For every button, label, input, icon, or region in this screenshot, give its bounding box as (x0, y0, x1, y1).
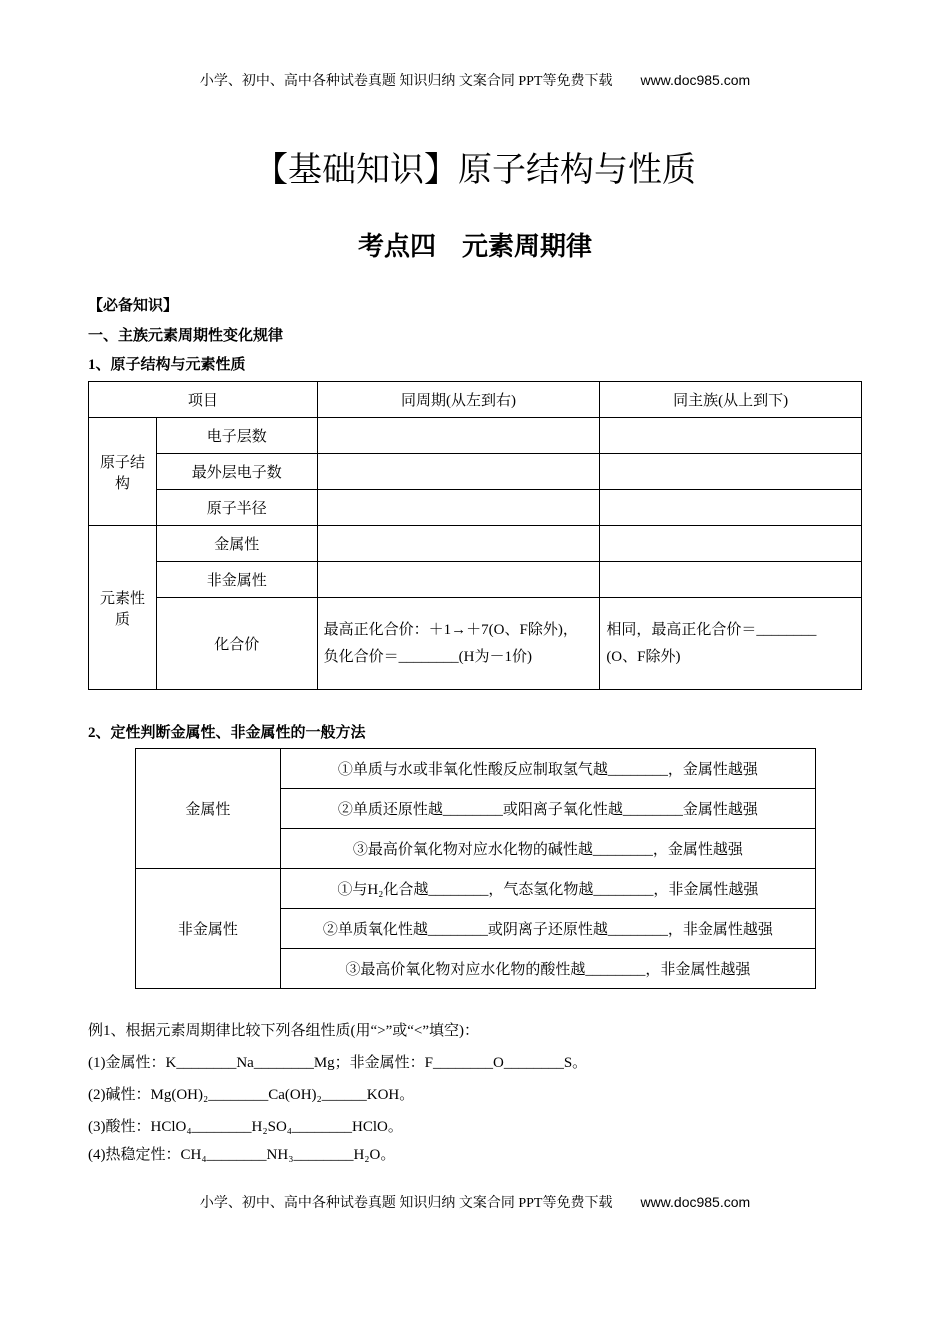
valence-period-cell (317, 598, 600, 690)
header-link[interactable]: www.doc985.com (640, 72, 751, 88)
header-group: 同主族(从上到下) (600, 382, 862, 418)
row-group-structure: 原子结构 (89, 418, 157, 526)
valence-text: 相同，最高正化合价＝________ (606, 621, 817, 638)
footer-text: 小学、初中、高中各种试卷真题 知识归纳 文案合同 PPT等免费下载 (199, 1196, 613, 1211)
method-row: ③最高价氧化物对应水化物的碱性越________，金属性越强 (280, 829, 815, 869)
document-title: 【基础知识】原子结构与性质 (254, 152, 696, 189)
metal-label: 金属性 (136, 749, 281, 869)
answer-cell[interactable] (600, 490, 862, 526)
page-header (0, 70, 950, 90)
section-required: 【必备知识】 (88, 298, 179, 314)
atomic-structure-table (88, 381, 862, 690)
answer-cell[interactable] (317, 562, 600, 598)
example-line: (3)酸性：HClO₄________H₂SO₄________HClO。 (88, 1119, 403, 1135)
section-one-1: 1、原子结构与元素性质 (88, 357, 246, 373)
valence-text: 最高正化合价：＋1→＋7(O、F除外)， (323, 621, 578, 638)
section-two: 2、定性判断金属性、非金属性的一般方法 (88, 725, 366, 741)
answer-cell[interactable] (600, 418, 862, 454)
answer-cell[interactable] (317, 454, 600, 490)
page-footer (0, 1192, 950, 1212)
row-label: 非金属性 (156, 562, 317, 598)
method-row: ②单质氧化性越________或阴离子还原性越________，非金属性越强 (280, 909, 815, 949)
row-label: 金属性 (156, 526, 317, 562)
row-label: 最外层电子数 (156, 454, 317, 490)
judgement-methods-table (135, 748, 816, 989)
answer-cell[interactable] (600, 454, 862, 490)
document-subtitle: 考点四 元素周期律 (357, 232, 592, 261)
answer-cell[interactable] (600, 526, 862, 562)
row-group-properties: 元素性质 (89, 526, 157, 690)
valence-group-cell (600, 598, 862, 690)
header-text: 小学、初中、高中各种试卷真题 知识归纳 文案合同 PPT等免费下载 (199, 74, 613, 89)
answer-cell[interactable] (317, 418, 600, 454)
method-row: ①与H₂化合越________，气态氢化物越________，非金属性越强 (280, 869, 815, 909)
method-row: ①单质与水或非氧化性酸反应制取氢气越________，金属性越强 (280, 749, 815, 789)
nonmetal-label: 非金属性 (136, 869, 281, 989)
example-line: (2)碱性：Mg(OH)₂________Ca(OH)₂______KOH。 (88, 1087, 415, 1103)
answer-cell[interactable] (317, 490, 600, 526)
example-line: (1)金属性：K________Na________Mg；非金属性：F________O________S。 (88, 1055, 588, 1071)
footer-link[interactable]: www.doc985.com (640, 1194, 751, 1210)
valence-text: 负化合价＝________(H为－1价) (323, 648, 532, 665)
answer-cell[interactable] (600, 562, 862, 598)
answer-cell[interactable] (317, 526, 600, 562)
example-line: (4)热稳定性：CH₄________NH₃________H₂O。 (88, 1147, 396, 1163)
header-period: 同周期(从左到右) (317, 382, 600, 418)
example-intro: 例1、根据元素周期律比较下列各组性质(用“>”或“<”填空)： (88, 1023, 480, 1039)
row-label: 电子层数 (156, 418, 317, 454)
method-row: ②单质还原性越________或阳离子氧化性越________金属性越强 (280, 789, 815, 829)
valence-text: (O、F除外) (606, 648, 681, 665)
row-label: 原子半径 (156, 490, 317, 526)
section-one: 一、主族元素周期性变化规律 (88, 328, 284, 344)
method-row: ③最高价氧化物对应水化物的酸性越________，非金属性越强 (280, 949, 815, 989)
header-item: 项目 (89, 382, 318, 418)
row-label: 化合价 (156, 598, 317, 690)
